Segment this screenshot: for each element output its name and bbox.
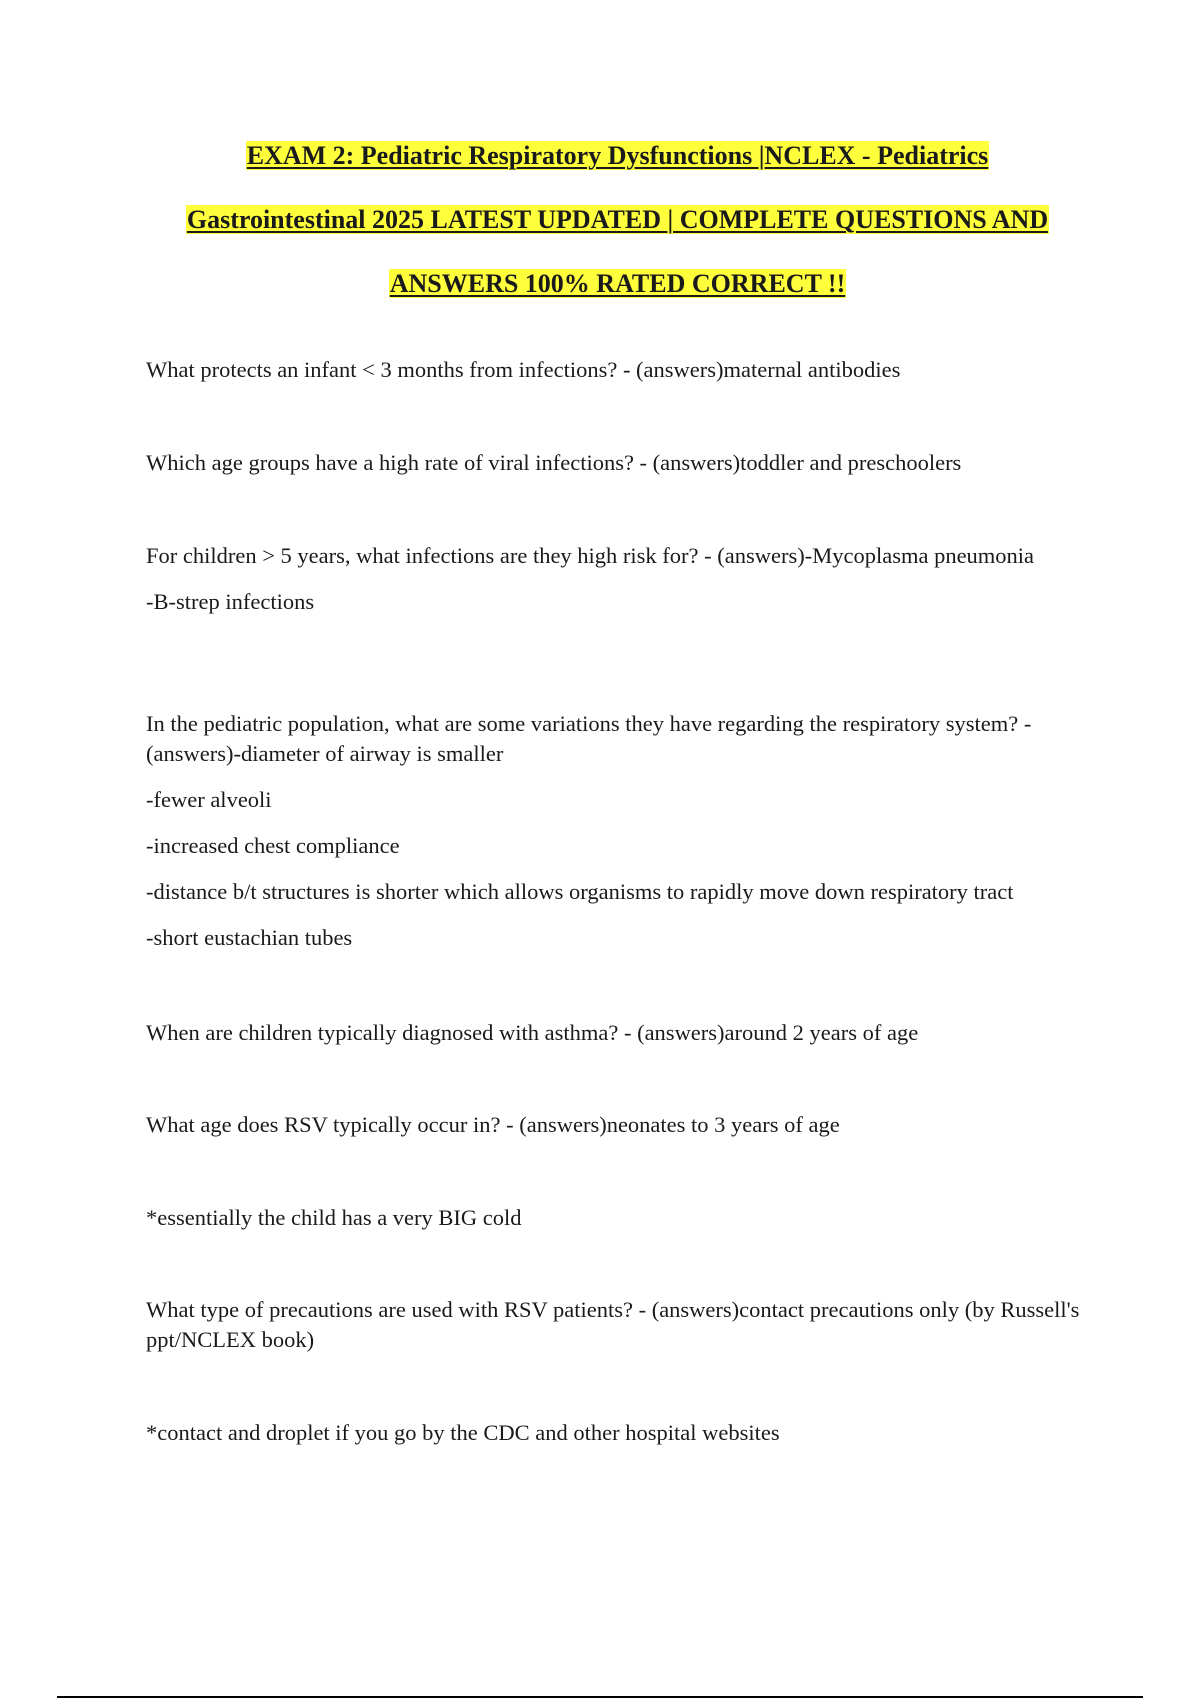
- qa-item: [146, 1110, 1096, 1140]
- qa-text: *contact and droplet if you go by the CDC and other hospital websites: [146, 1420, 780, 1445]
- qa-item: [146, 1018, 1096, 1048]
- qa-sub: -fewer alveoli: [146, 787, 272, 812]
- document-title: [140, 140, 1095, 332]
- title-line-2: Gastrointestinal 2025 LATEST UPDATED | COMPLETE QUESTIONS AND: [186, 205, 1049, 234]
- title-line-3: ANSWERS 100% RATED CORRECT !!: [389, 269, 846, 298]
- qa-text: For children > 5 years, what infections are they high risk for? - (answers)-Mycoplasma pneumonia: [146, 543, 1035, 568]
- title-line-1: EXAM 2: Pediatric Respiratory Dysfunctions |NCLEX - Pediatrics: [246, 141, 989, 170]
- qa-text: In the pediatric population, what are some variations they have regarding the respiratory system? - (answers)-diameter of airway is smaller: [146, 711, 1032, 766]
- qa-item: [146, 1418, 1096, 1448]
- qa-item: [146, 709, 1096, 953]
- qa-text: What age does RSV typically occur in? - (answers)neonates to 3 years of age: [146, 1112, 840, 1137]
- footer-rule: [57, 1696, 1143, 1698]
- qa-sub: -B-strep infections: [146, 589, 315, 614]
- qa-item: [146, 355, 1096, 385]
- qa-text: *essentially the child has a very BIG cold: [146, 1205, 522, 1230]
- qa-text: What type of precautions are used with RSV patients? - (answers)contact precautions only (by Russell's ppt/NCLEX book): [146, 1297, 1080, 1352]
- qa-text: When are children typically diagnosed with asthma? - (answers)around 2 years of age: [146, 1020, 919, 1045]
- qa-sub: -short eustachian tubes: [146, 925, 353, 950]
- qa-text: Which age groups have a high rate of viral infections? - (answers)toddler and preschoolers: [146, 450, 962, 475]
- qa-item: [146, 448, 1096, 478]
- qa-text: What protects an infant < 3 months from infections? - (answers)maternal antibodies: [146, 357, 901, 382]
- qa-sub: -increased chest compliance: [146, 833, 400, 858]
- qa-item: [146, 1203, 1096, 1233]
- qa-item: [146, 541, 1096, 617]
- qa-sub: -distance b/t structures is shorter which allows organisms to rapidly move down respiratory tract: [146, 879, 1014, 904]
- qa-item: [146, 1295, 1096, 1355]
